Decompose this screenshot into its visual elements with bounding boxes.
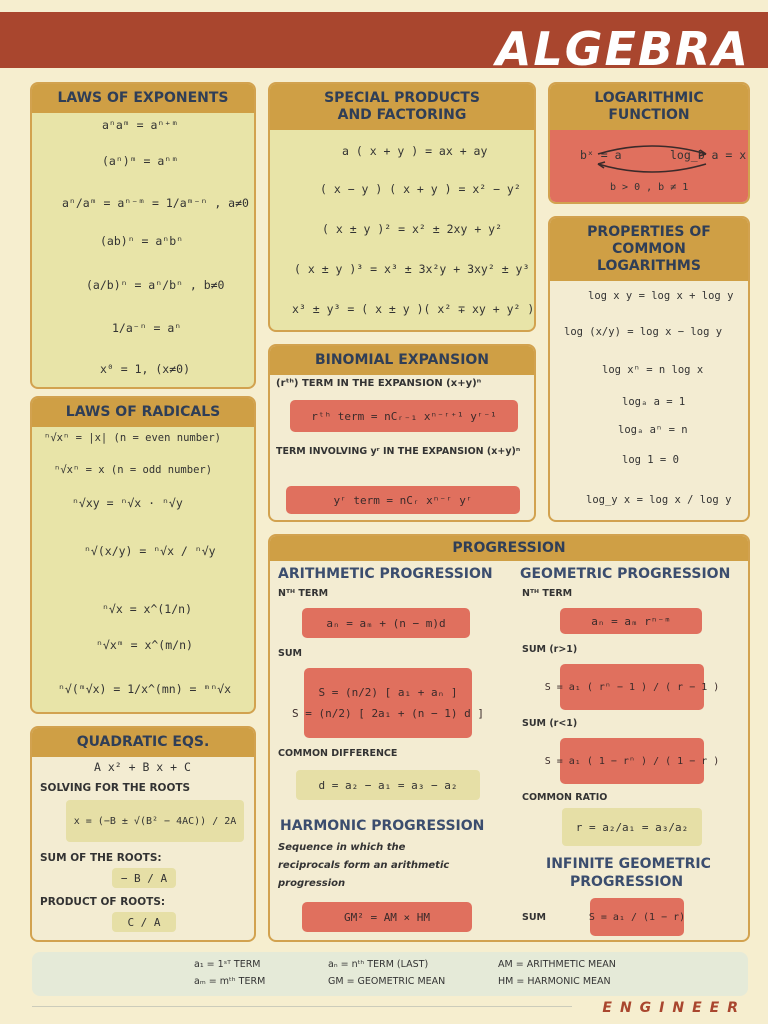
gp-sum2-formula: S = a₁ ( 1 − rⁿ ) / ( 1 − r ) [560,738,704,784]
exponent-law-7: x⁰ = 1, (x≠0) [100,362,191,376]
special-product-3: ( x ± y )² = x² ± 2xy + y² [322,222,503,236]
brand-mark: ENGINEER [602,1000,746,1016]
gp-sum1-formula: S = a₁ ( rⁿ − 1 ) / ( r − 1 ) [560,664,704,710]
legend-amean: AM = ARITHMETIC MEAN [498,959,616,970]
exponent-law-4: (ab)ⁿ = aⁿbⁿ [100,234,184,248]
exponent-law-5: (a/b)ⁿ = aⁿ/bⁿ , b≠0 [86,278,225,292]
gp-nth-formula: aₙ = aₘ rⁿ⁻ᵐ [560,608,702,634]
hp-desc-1: Sequence in which the [278,842,406,853]
gp-sum1-label: SUM (r>1) [522,644,578,655]
gp-sum2-label: SUM (r<1) [522,718,578,729]
progression-heading: PROGRESSION [270,536,748,561]
log-property-3: log xⁿ = n log x [602,364,704,376]
igp-title-1: INFINITE GEOMETRIC [546,856,711,872]
exponent-law-1: aⁿaᵐ = aⁿ⁺ᵐ [102,118,179,132]
common-ratio-formula: r = a₂/a₁ = a₃/a₂ [562,808,702,846]
product-roots-label: PRODUCT OF ROOTS: [40,896,166,908]
legend-gm: GM = GEOMETRIC MEAN [328,976,446,987]
log-properties-card [548,216,750,522]
log-property-7: log_y x = log x / log y [586,494,732,506]
special-product-1: a ( x + y ) = ax + ay [342,144,488,158]
log-property-2: log (x/y) = log x − log y [564,326,723,338]
legend-hm: HM = HARMONIC MEAN [498,976,611,987]
log-form: log_b a = x [670,148,747,162]
hp-title: HARMONIC PROGRESSION [280,818,485,834]
radical-law-1: ⁿ√xⁿ = |x| (n = even number) [44,432,222,444]
common-difference-formula: d = a₂ − a₁ = a₃ − a₂ [296,770,480,800]
legend-am: aₘ = mᵗʰ TERM [194,976,266,987]
page-title: ALGEBRA [495,22,750,76]
quadratic-heading: QUADRATIC EQS. [32,728,254,757]
radical-law-5: ⁿ√x = x^(1/n) [102,602,193,616]
special-product-5: x³ ± y³ = ( x ± y )( x² ∓ xy + y² ) [292,302,535,316]
binomial-card [268,344,536,522]
igp-title-2: PROGRESSION [570,874,684,890]
special-product-4: ( x ± y )³ = x³ ± 3x²y + 3xy² ± y³ [294,262,530,276]
conversion-arrows-icon [590,142,714,176]
sum-roots-label: SUM OF THE ROOTS: [40,852,162,864]
radical-law-6: ⁿ√xᵐ = x^(m/n) [96,638,193,652]
log-properties-heading: PROPERTIES OF COMMON LOGARITHMS [550,218,748,281]
ap-sum-formula-box [291,668,485,738]
exponents-heading: LAWS OF EXPONENTS [32,84,254,113]
special-products-heading: SPECIAL PRODUCTS AND FACTORING [270,84,534,130]
radical-law-7: ⁿ√(ᵐ√x) = 1/x^(mn) = ᵐⁿ√x [58,682,232,696]
hp-desc-3: progression [278,878,346,889]
gp-title: GEOMETRIC PROGRESSION [520,566,731,582]
binomial-question-2: TERM INVOLVING yʳ IN THE EXPANSION (x+y)ⁿ [276,446,521,457]
roots-label: SOLVING FOR THE ROOTS [40,782,191,794]
radical-law-4: ⁿ√(x/y) = ⁿ√x / ⁿ√y [84,544,216,558]
radicals-heading: LAWS OF RADICALS [32,398,254,427]
product-roots-value: C / A [112,912,176,932]
ap-sum-label: SUM [278,648,303,659]
legend-a1: a₁ = 1ˢᵀ TERM [194,959,261,970]
ap-nth-label: Nᵀᴴ TERM [278,588,329,599]
radicals-card [30,396,256,714]
hp-formula: GM² = AM × HM [302,902,472,932]
common-difference-label: COMMON DIFFERENCE [278,748,398,759]
gp-nth-label: Nᵀᴴ TERM [522,588,573,599]
igp-sum-formula: S = a₁ / (1 − r) [590,898,684,936]
exponential-form: bˣ = a [580,148,622,162]
exponent-law-2: (aⁿ)ᵐ = aⁿᵐ [102,154,179,168]
log-condition: b > 0 , b ≠ 1 [610,182,689,193]
log-property-6: log 1 = 0 [622,454,679,466]
radical-law-3: ⁿ√xy = ⁿ√x · ⁿ√y [72,496,183,510]
exponents-card [30,82,256,389]
progression-card [268,534,750,942]
log-function-heading: LOGARITHMIC FUNCTION [550,84,748,130]
exponent-law-3: aⁿ/aᵐ = aⁿ⁻ᵐ = 1/aᵐ⁻ⁿ , a≠0 [62,196,249,210]
exponent-law-6: 1/a⁻ⁿ = aⁿ [112,321,182,335]
footer-rule [32,1006,572,1007]
sum-roots-value: − B / A [112,868,176,888]
log-function-card [548,82,750,204]
special-product-2: ( x − y ) ( x + y ) = x² − y² [320,182,521,196]
log-property-5: logₐ aⁿ = n [618,424,688,436]
legend-an: aₙ = nᵗʰ TERM (LAST) [328,959,429,970]
binomial-heading: BINOMIAL EXPANSION [270,346,534,375]
legend-bar [32,952,748,996]
ap-sum-formula-2: S = (n/2) [ 2a₁ + (n − 1) d ] [291,707,485,720]
rth-term-formula: rᵗʰ term = nCᵣ₋₁ xⁿ⁻ʳ⁺¹ yʳ⁻¹ [290,400,518,432]
common-ratio-label: COMMON RATIO [522,792,608,803]
special-products-card [268,82,536,332]
ap-sum-formula-1: S = (n/2) [ a₁ + aₙ ] [318,686,458,699]
binomial-question-1: (rᵗʰ) TERM IN THE EXPANSION (x+y)ⁿ [276,378,482,389]
quadratic-card [30,726,256,942]
ap-title: ARITHMETIC PROGRESSION [278,566,493,582]
hp-desc-2: reciprocals form an arithmetic [278,860,450,871]
quadratic-formula: x = (−B ± √(B² − 4AC)) / 2A [66,800,244,842]
ap-nth-formula: aₙ = aₘ + (n − m)d [302,608,470,638]
yr-term-formula: yʳ term = nCᵣ xⁿ⁻ʳ yʳ [286,486,520,514]
log-property-4: logₐ a = 1 [622,396,686,408]
radical-law-2: ⁿ√xⁿ = x (n = odd number) [54,464,213,476]
igp-sum-label: SUM [522,912,547,923]
log-property-1: log x y = log x + log y [588,290,734,302]
quadratic-general-form: A x² + B x + C [94,760,191,774]
